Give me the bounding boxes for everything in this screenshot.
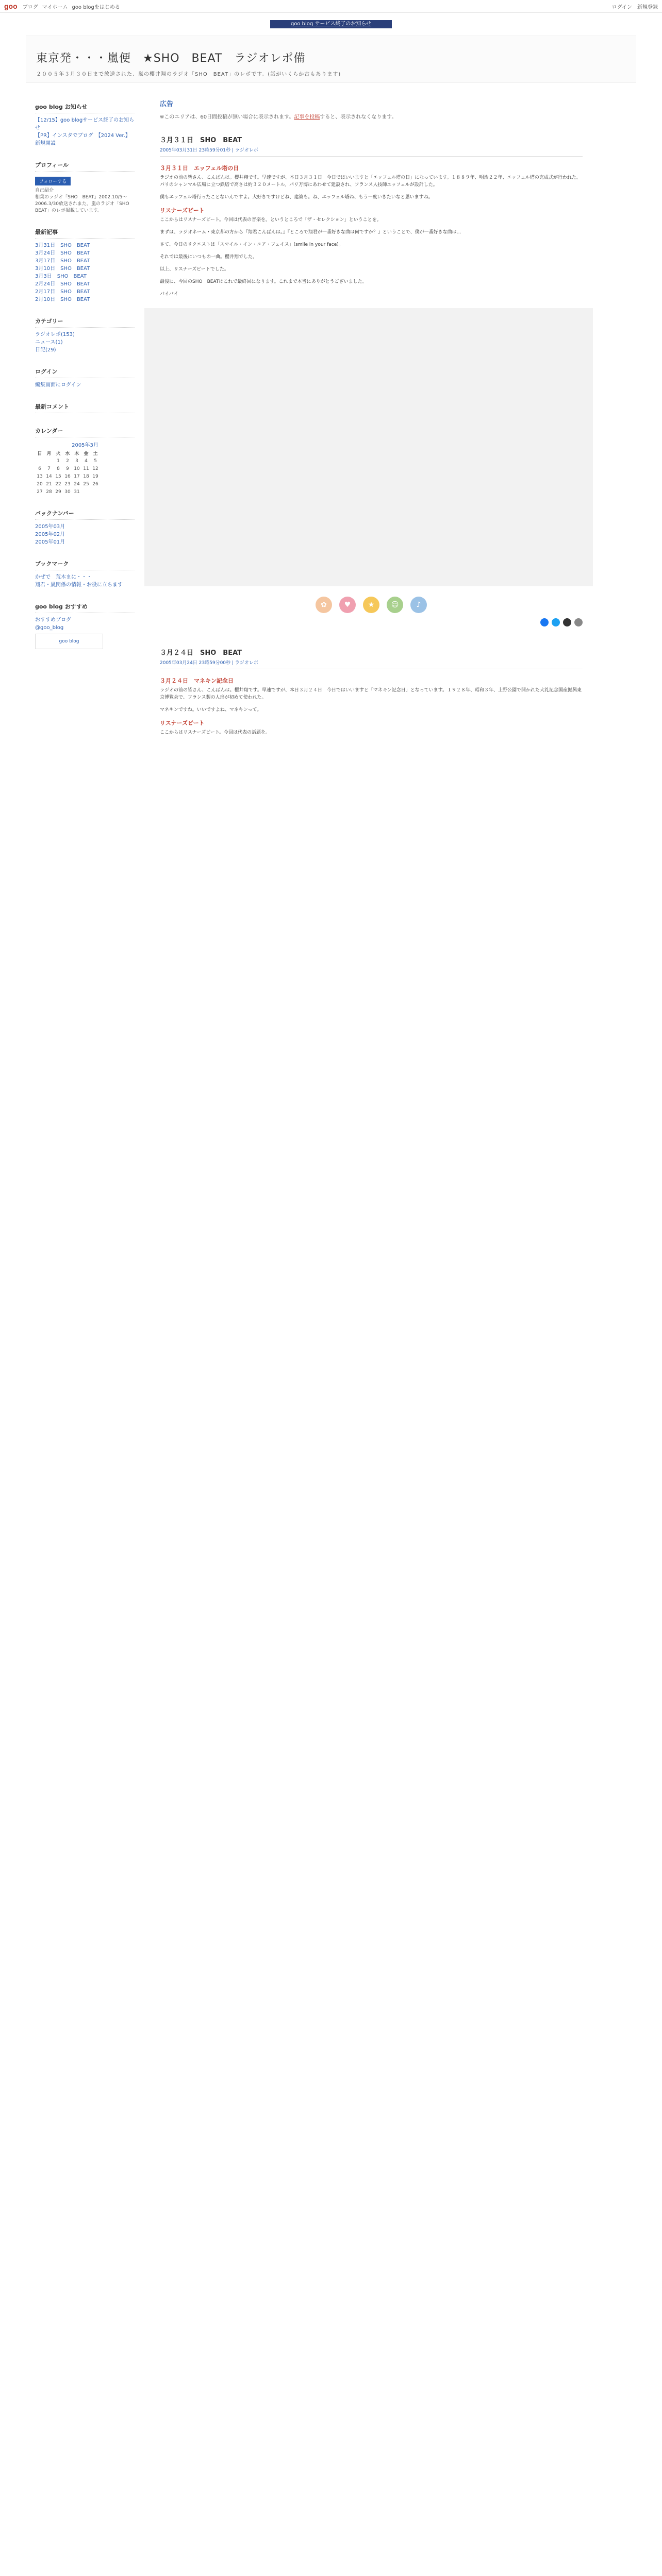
- comments-section: [35, 402, 135, 413]
- backnumber-section: [35, 509, 135, 546]
- follow-button[interactable]: フォローする: [35, 177, 71, 185]
- calendar-day: 7: [47, 466, 51, 471]
- recommend-link[interactable]: おすすめブログ: [35, 617, 72, 623]
- entry-body: [160, 164, 583, 298]
- entry-paragraph: それでは最後にいつもの一曲。櫻井翔でした。: [160, 255, 258, 260]
- main-content: [144, 93, 593, 741]
- edit-login-link[interactable]: 編集画面にログイン: [35, 382, 81, 388]
- backnumber-link[interactable]: 2005年03月: [35, 524, 65, 530]
- calendar-day: 18: [83, 473, 89, 479]
- calendar-day: [44, 457, 54, 465]
- login-section: [35, 367, 135, 389]
- section-heading: プロフィール: [35, 161, 135, 172]
- weekday: 土: [93, 451, 98, 456]
- entry-paragraph: ラジオの前の皆さん、こんばんは。櫻井翔です。早速ですが、本日３月３１日 今日ではいいますと「エッフェル塔の日」になっています。１８８９年、明治２２年、エッフェル塔の完成式が行われた。パリのシャンマル広場に立つ鉄塔で高さは約３２０メートル。パリ万博にあわせて建設され、フランス人技師エッフェルが設計した。: [160, 175, 581, 188]
- recent-post-link[interactable]: 3月17日 SHO BEAT: [35, 258, 90, 264]
- calendar-day: 8: [57, 466, 60, 471]
- reaction-icon[interactable]: ♥: [339, 597, 356, 613]
- calendar-day: 6: [38, 466, 41, 471]
- recent-posts-section: [35, 228, 135, 303]
- reaction-icon[interactable]: ★: [363, 597, 379, 613]
- ad-note: ※このエリアは、60日間投稿が無い場合に表示されます。記事を投稿すると、表示されなくなります。: [160, 114, 397, 120]
- blog-title[interactable]: 東京発・・・嵐便 ★SHO BEAT ラジオレポ備: [36, 52, 306, 65]
- entry: [160, 134, 583, 626]
- calendar-day: 4: [85, 458, 88, 464]
- weekday: 金: [84, 451, 89, 456]
- reaction-bar: [160, 597, 583, 613]
- recent-post-link[interactable]: 2月10日 SHO BEAT: [35, 297, 90, 302]
- recent-post-link[interactable]: 3月31日 SHO BEAT: [35, 243, 90, 248]
- twitter-share-icon[interactable]: [552, 618, 560, 626]
- section-heading: goo blog お知らせ: [35, 103, 135, 113]
- section-heading: ログイン: [35, 367, 135, 378]
- profile-text: 相葉のラジオ「SHO BEAT」2002.10/5〜2006.3/30放送されまた。嵐のラジオ「SHO BEAT」のレポ掲載しています。: [35, 195, 129, 213]
- section-heading: goo blog おすすめ: [35, 602, 135, 613]
- entry-paragraph: 最後に、今回のSHO BEATはこれで最終回になります。これまで本当にありがとうございました。: [160, 279, 367, 284]
- facebook-share-icon[interactable]: [540, 618, 549, 626]
- calendar-day: [91, 488, 100, 496]
- goo-recommend-section: [35, 602, 135, 649]
- entry-heading: ３月２４日 マネキン記念日: [160, 677, 234, 684]
- recommend-link[interactable]: @goo_blog: [35, 625, 64, 631]
- top-nav-item[interactable]: マイホーム: [42, 4, 68, 10]
- calendar-section: [35, 427, 135, 496]
- entry-paragraph: ここからはリスナーズビート。今回は代表の話題を。: [160, 730, 271, 735]
- entry-closing: バイバイ: [160, 292, 178, 297]
- calendar-day: 24: [74, 481, 80, 487]
- entry-paragraph: 以上、リスナーズビートでした。: [160, 267, 229, 272]
- bookmark-link[interactable]: 翔君・嵐関係の情報・お役に立ちます: [35, 582, 123, 588]
- profile-section: [35, 161, 135, 214]
- weekday: 日: [37, 451, 42, 456]
- section-heading: ブックマーク: [35, 560, 135, 570]
- calendar-day: 15: [55, 473, 61, 479]
- entry-body: [160, 676, 583, 736]
- sidebar: [26, 93, 144, 741]
- recent-post-link[interactable]: 2月24日 SHO BEAT: [35, 281, 90, 287]
- calendar-day: 27: [37, 489, 43, 495]
- goo-logo[interactable]: goo: [4, 2, 18, 10]
- backnumber-link[interactable]: 2005年01月: [35, 539, 65, 545]
- calendar-day: 9: [66, 466, 69, 471]
- login-link[interactable]: ログイン: [611, 4, 632, 10]
- calendar-day: 31: [74, 489, 80, 495]
- calendar-day: 25: [83, 481, 89, 487]
- entry-title[interactable]: ３月３１日 SHO BEAT: [160, 137, 242, 144]
- calendar-day: 29: [55, 489, 61, 495]
- category-link[interactable]: ニュース(1): [35, 340, 63, 345]
- ad-label: 広告: [160, 100, 174, 108]
- calendar-table: [35, 449, 100, 496]
- calendar-day: 11: [83, 466, 89, 471]
- calendar-day: 19: [92, 473, 98, 479]
- calendar-day: 26: [92, 481, 98, 487]
- page-container: [26, 93, 636, 741]
- entry-paragraph: ここからはリスナーズビート。今回は代表の音楽を。というところで「ザ・セレクション」ということを。: [160, 217, 382, 223]
- bookmark-section: [35, 560, 135, 589]
- entry-paragraph: 僕もエッフェル塔行ったことないんですよ。大好きですけどね、建築も。ね、エッフェル塔ね、もう一度いきたいなと思いますね。: [160, 195, 433, 200]
- calendar-day: 3: [75, 458, 78, 464]
- calendar-day: 14: [46, 473, 52, 479]
- calendar-day: 22: [55, 481, 61, 487]
- calendar-day: 30: [64, 489, 71, 495]
- notice-item[interactable]: 【12/15】goo blogサービス終了のお知らせ: [35, 117, 135, 131]
- calendar-day: 5: [94, 458, 97, 464]
- entry-heading: ３月３１日 エッフェル塔の日: [160, 165, 239, 172]
- section-heading: 最新記事: [35, 228, 135, 239]
- top-nav-item[interactable]: ブログ: [22, 4, 38, 10]
- notice-item[interactable]: 【PR】インスタでブログ 【2024 Ver.】 新規開設: [35, 133, 130, 146]
- recent-post-link[interactable]: 3月3日 SHO BEAT: [35, 274, 87, 279]
- profile-name: 自己紹介: [35, 188, 54, 193]
- calendar-day: 23: [64, 481, 71, 487]
- service-end-notice[interactable]: goo blog サービス終了のお知らせ: [270, 20, 392, 28]
- bookmark-link[interactable]: かぜで 荒木まに・・・: [35, 574, 92, 580]
- weekday: 木: [74, 451, 79, 456]
- calendar-day: 1: [57, 458, 60, 464]
- calendar-day: 13: [37, 473, 43, 479]
- recent-post-link[interactable]: 2月17日 SHO BEAT: [35, 289, 90, 295]
- calendar-day: 16: [64, 473, 71, 479]
- entry-heading: リスナーズビート: [160, 207, 205, 214]
- reaction-icon[interactable]: ☺: [387, 597, 403, 613]
- entry-gray-band: [144, 308, 593, 586]
- calendar-day: 17: [74, 473, 80, 479]
- reaction-icon[interactable]: ♪: [410, 597, 427, 613]
- line-share-icon[interactable]: [563, 618, 571, 626]
- register-link[interactable]: 新規登録: [637, 4, 658, 10]
- entry-heading: リスナーズビート: [160, 720, 205, 726]
- calendar-day: 2: [66, 458, 69, 464]
- reaction-icon[interactable]: ✿: [316, 597, 332, 613]
- section-heading: カテゴリー: [35, 317, 135, 328]
- entry-date[interactable]: 2005年03月31日 23時59分01秒 | ラジオレポ: [160, 146, 583, 157]
- calendar-day: [81, 488, 91, 496]
- section-heading: バックナンバー: [35, 509, 135, 520]
- share-bar: [160, 618, 583, 626]
- recent-post-link[interactable]: 3月10日 SHO BEAT: [35, 266, 90, 272]
- calendar-day: 21: [46, 481, 52, 487]
- top-right-links: [612, 3, 658, 10]
- calendar-day: 10: [74, 466, 80, 471]
- blog-description: ２００５年３月３０日まで放送された、嵐の櫻井翔のラジオ「SHO BEAT」のレポです。(話がいくらか古もあります): [36, 72, 341, 77]
- goo-blog-banner[interactable]: goo blog: [35, 634, 103, 649]
- category-section: [35, 317, 135, 354]
- entry-paragraph: ラジオの前の皆さん、こんばんは。櫻井翔です。早速ですが、本日３月２４日 今日ではいいますと「マネキン記念日」となっています。１９２８年、昭和３年、上野公園で開かれた大礼記念国産振興東京博覧会で、フランス製の人形が初めて使われた。: [160, 688, 582, 700]
- blog-header: [26, 36, 636, 83]
- post-article-link[interactable]: 記事を投稿: [294, 114, 320, 120]
- calendar-day: 28: [46, 489, 52, 495]
- bookmark-share-icon[interactable]: [574, 618, 583, 626]
- category-link[interactable]: 日記(29): [35, 347, 56, 353]
- recent-post-link[interactable]: 3月24日 SHO BEAT: [35, 250, 90, 256]
- weekday: 水: [65, 451, 70, 456]
- top-bar: [0, 0, 662, 13]
- backnumber-link[interactable]: 2005年02月: [35, 532, 65, 537]
- entry-paragraph: マネキンですね。いいですよね、マネキンって。: [160, 707, 262, 713]
- top-nav-item[interactable]: goo blogをはじめる: [72, 4, 120, 10]
- calendar-day: 12: [92, 466, 98, 471]
- category-link[interactable]: ラジオレポ(153): [35, 332, 75, 337]
- section-heading: カレンダー: [35, 427, 135, 437]
- calendar-day: 20: [37, 481, 43, 487]
- entry-title[interactable]: ３月２４日 SHO BEAT: [160, 649, 242, 657]
- calendar-caption: 2005年3月: [72, 443, 98, 448]
- entry-paragraph: さて、今日のリクエストは「スマイル・イン・ユア・フェイス」(smile in your face)。: [160, 242, 343, 247]
- top-nav: [23, 3, 120, 10]
- entry-paragraph: まずは、ラジオネーム・東京都の方から『翔君こんばんは。』『ところで翔君が一番好きな曲は何ですか？』ということで、僕が一番好きな曲は…: [160, 230, 461, 235]
- section-heading: 最新コメント: [35, 402, 135, 413]
- goo-notice-section: [35, 103, 135, 147]
- entry: [160, 647, 583, 736]
- weekday: 月: [46, 451, 52, 456]
- weekday: 火: [56, 451, 61, 456]
- entry-date[interactable]: 2005年03月24日 23時59分00秒 | ラジオレポ: [160, 659, 583, 669]
- calendar-day: [35, 457, 44, 465]
